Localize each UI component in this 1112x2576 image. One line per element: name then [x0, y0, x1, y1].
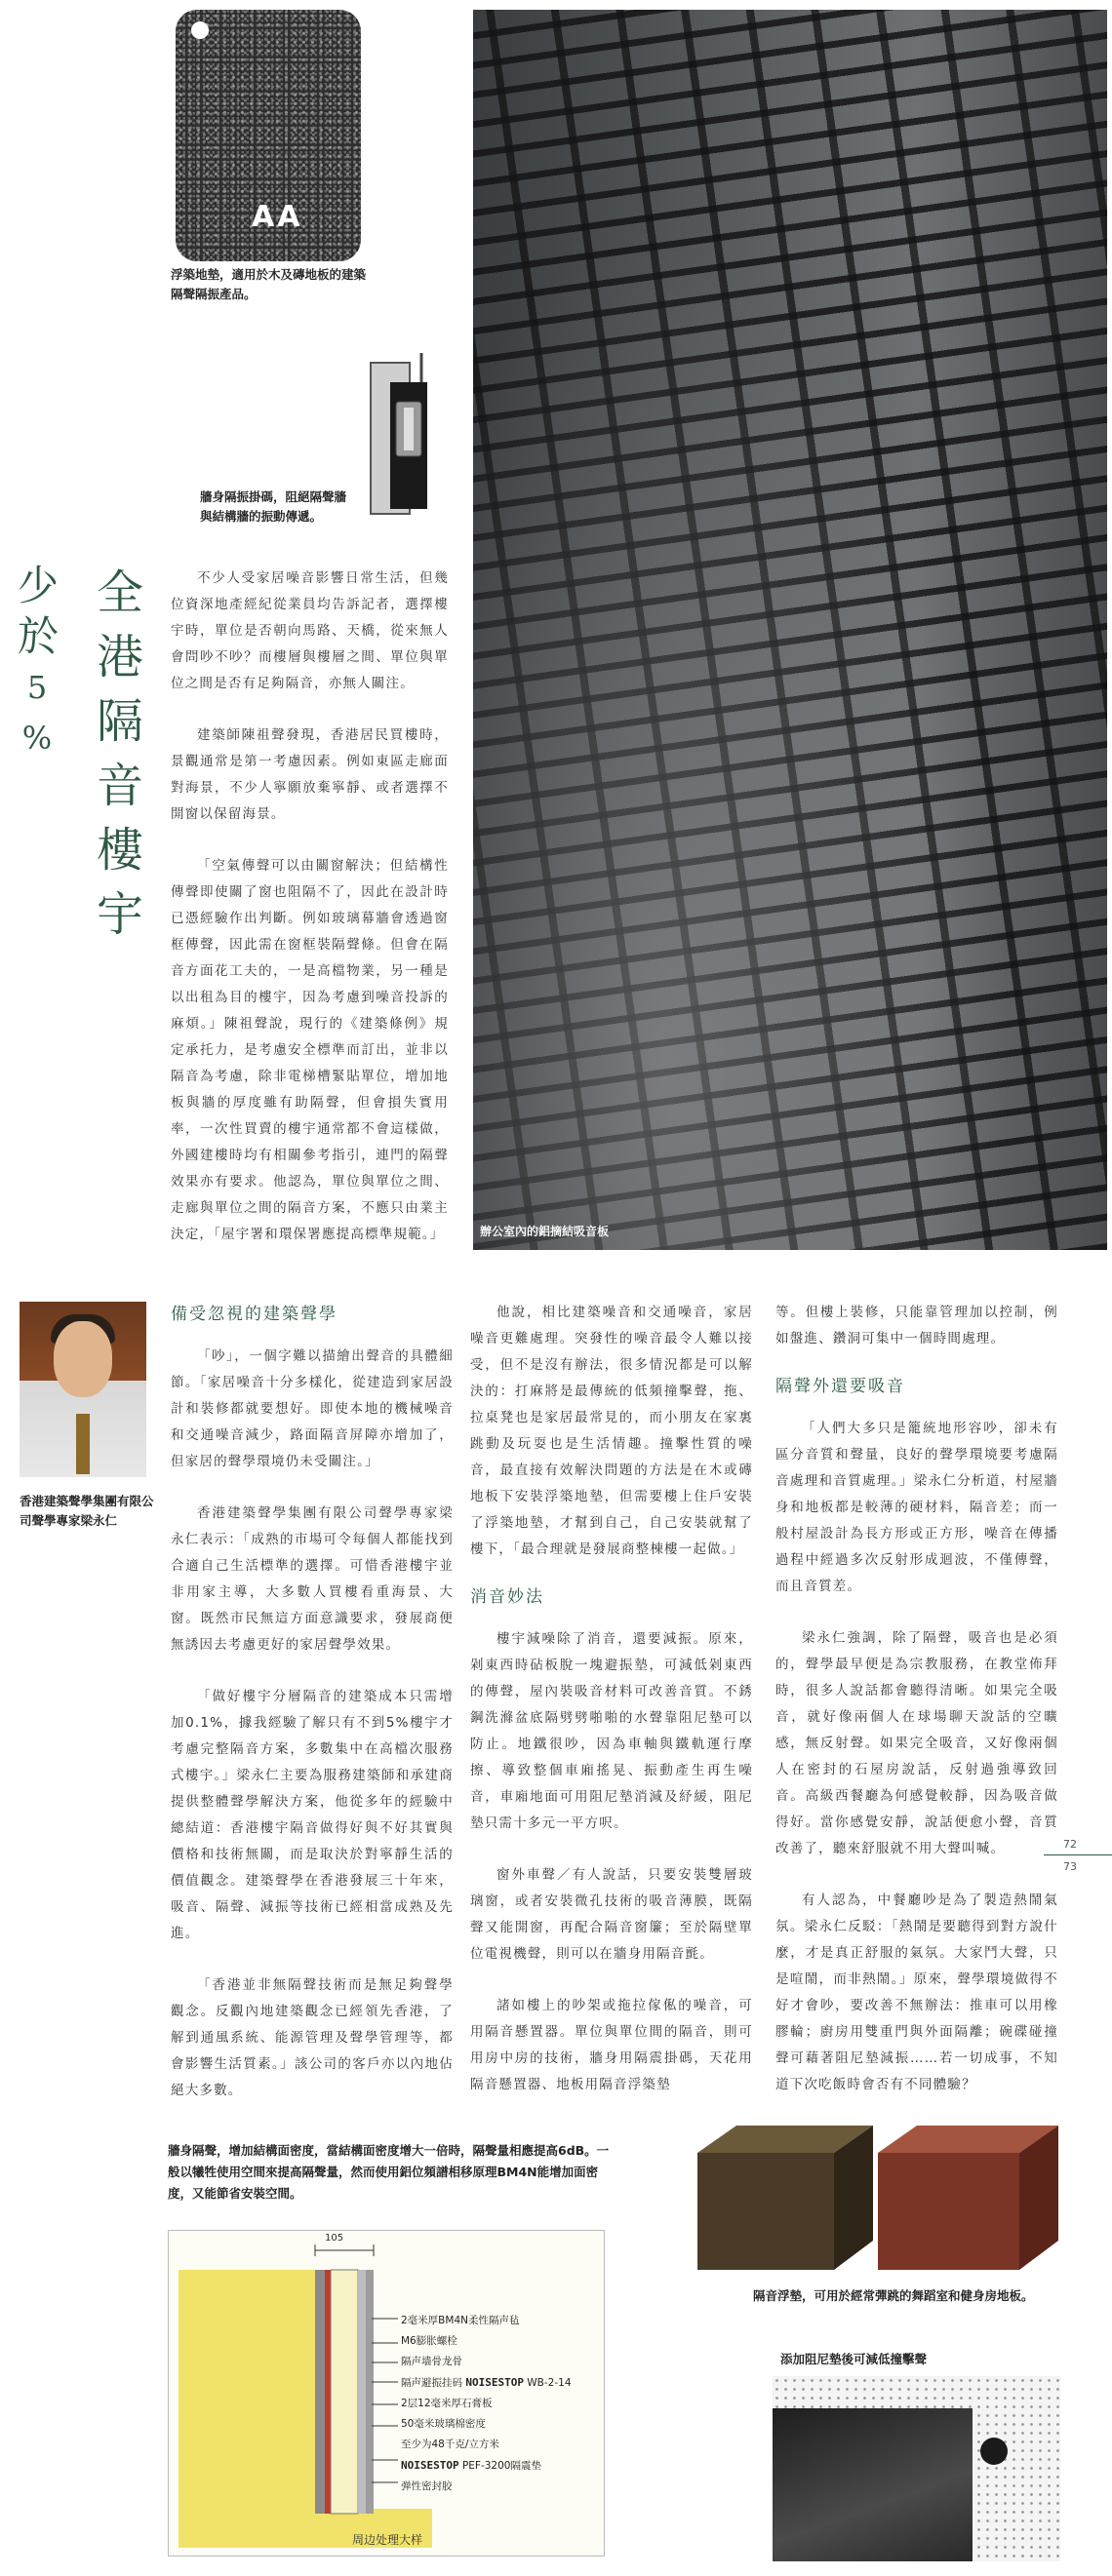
page-number-left: 72: [1063, 1838, 1077, 1851]
sample-hang-hole: [191, 21, 209, 39]
title-char: 樓: [96, 823, 143, 878]
diagram-label-row: [401, 2372, 601, 2394]
article-paragraph: 樓宇減噪除了消音，還要減振。原來，剁東西時砧板脫一塊避振墊，可減低剁東西的傳聲，屋內裝吸音材料可改善音質。不銹鋼洗滌盆底隔劈劈啪啪的水聲靠阻尼墊可以防止。地鐵很吵，因為車軸與鐵軌運行摩擦、導致整個車廂搖晃、振動產生再生噪音，車廂地面可用阻尼墊消減及紓緩，阻尼墊只需十多元一平方呎。: [470, 1631, 753, 1831]
section-heading: 隔聲外還要吸音: [775, 1377, 905, 1396]
acoustic-panel-photo: [473, 10, 1107, 1250]
article-paragraph: 諸如樓上的吵架或拖拉傢俬的噪音，可用隔音懸置器。單位與單位間的隔音，則可用房中房的技術，牆身用隔震掛碼，天花用隔音懸置器、地板用隔音浮築墊: [470, 1998, 753, 2092]
intro-column: [171, 566, 449, 1273]
article-paragraph: 香港建築聲學集團有限公司聲學專家梁永仁表示：「成熟的市場可令每個人都能找到合適自己生活標準的選擇。可惜香港樓宇並非用家主導，大多數人買樓看重海景、大窗。既然市民無這方面意識要求，發展商便無誘因去考慮更好的家居聲學效果。: [171, 1505, 454, 1653]
diagram-label: 2层12毫米厚石膏板: [401, 2398, 493, 2409]
article-paragraph: 窗外車聲／有人說話，只要安裝雙層玻璃窗，或者安裝微孔技術的吸音薄膜，既隔聲又能開窗，再配合隔音窗簾；至於隔壁單位電視機聲，則可以在牆身用隔音氈。: [470, 1867, 753, 1962]
diagram-label: M6膨胀螺栓: [401, 2335, 457, 2347]
intro-paragraph: 不少人受家居噪音影響日常生活，但幾位資深地產經紀從業員均告訴記者，選擇樓宇時，單位是否朝向馬路、天橋，從來無人會問吵不吵？而樓層與樓層之間、單位與單位之間是否有足夠隔音，亦無人關注。: [171, 570, 449, 691]
wall-construction-diagram: [168, 2230, 605, 2556]
portrait-face: [54, 1321, 112, 1397]
photo-caption: 辦公室內的鋁摘結吸音板: [480, 1225, 610, 1238]
diagram-label: 至少为48千克/立方米: [401, 2439, 499, 2450]
article-paragraph: 「吵」，一個字難以描繪出聲音的具體細節。「家居噪音十分多樣化，從建造到家居設計和裝修都就要想好。即使本地的機械噪音和交通噪音減少，路面隔音屏障亦增加了，但家居的聲學環境仍未受關注。」: [171, 1348, 454, 1469]
diagram-label: 隔声避振挂码: [401, 2377, 462, 2389]
subtitle-char: %: [21, 720, 53, 757]
diagram-label: PEF-3200隔震垫: [461, 2460, 541, 2472]
diagram-legend: [401, 2311, 601, 2497]
portrait-caption: 香港建築聲學集團有限公司聲學專家梁永仁: [20, 1494, 154, 1528]
section-heading: 備受忽視的建築聲學: [171, 1305, 338, 1324]
page-number-right: 73: [1063, 1860, 1077, 1873]
brand-logo: NOISESTOP: [465, 2376, 524, 2389]
isolation-pad-cubes-image: [688, 2114, 1068, 2275]
damping-knob: [980, 2438, 1008, 2465]
subtitle-char: 少: [18, 562, 60, 609]
article-paragraph: 等。但樓上裝修，只能靠管理加以控制，例如盤進、鑽洞可集中一個時間處理。: [775, 1305, 1058, 1347]
article-paragraph: 「香港並非無隔聲技術而是無足夠聲學觀念。反觀內地建築觀念已經領先香港，了解到通風系統、能源管理及聲學管理等，都會影響生活質素。」該公司的客戶亦以內地佔絕大多數。: [171, 1977, 454, 2098]
foam-caption: 浮築地墊，適用於木及磚地板的建築隔聲隔振產品。: [171, 267, 367, 301]
article-paragraph: 「做好樓宇分層隔音的建築成本只需增加0.1%，據我經驗了解只有不到5%樓宇才考慮完整隔音方案，多數集中在高檔次服務式樓宇。」梁永仁主要為服務建築師和承建商提供整體聲學解決方案，他從多年的經驗中總結道：香港樓宇隔音做得好與不好其實與價格和技術無關，而是取決於對寧靜生活的價值觀念。建築聲學在香港發展三十年來，吸音、隔聲、減振等技術已經相當成熟及先進。: [171, 1689, 454, 1941]
diagram-label: 隔声墙骨龙骨: [401, 2356, 462, 2367]
article-paragraph: 他說，相比建築噪音和交通噪音，家居噪音更難處理。突發性的噪音最令人難以接受，但不是沒有辦法，很多情況都是可以解決的：打麻將是最傳統的低頻撞擊聲，拖、拉桌凳也是家居最常見的，而小朋友在家裏跳動及玩耍也是生活情趣。撞擊性質的噪音，最直接有效解決問題的方法是在木或磚地板下安裝浮築地墊，但需要樓上住戶安裝了浮築地墊，才幫到自己，自己安裝就幫了樓下，「最合理就是發展商整棟樓一起做。」: [470, 1305, 753, 1557]
intro-paragraph: 「空氣傳聲可以由關窗解決；但結構性傳聲即使關了窗也阻隔不了，因此在設計時已憑經驗作出判斷。例如玻璃幕牆會透過窗框傳聲，因此需在窗框裝隔聲條。但會在隔音方面花工夫的，一是高檔物業，另一種是以出租為目的樓宇，因為考慮到噪音投訴的麻煩。」陳祖聲說，現行的《建築條例》規定承托力，是考慮安全標準而訂出，並非以隔音為考慮，除非電梯槽緊貼單位，增加地板與牆的厚度雖有助隔聲，但會損失實用率，一次性買賣的樓宇通常都不會這樣做，外國建樓時均有相關參考指引，連門的隔聲效果亦有要求。他認為，單位與單位之間、走廊與單位之間的隔音方案，不應只由業主決定，「屋宇署和環保署應提高標準規範。」: [171, 858, 449, 1242]
article-column-3: [775, 1300, 1058, 2124]
isolation-pad-caption: 隔音浮墊，可用於經常彈跳的舞蹈室和健身房地板。: [753, 2288, 1034, 2303]
title-char: 港: [96, 630, 143, 684]
title-char: 全: [96, 566, 143, 620]
title-char: 隔: [96, 694, 143, 749]
title-char: 音: [96, 759, 143, 813]
article-paragraph: 梁永仁強調，除了隔聲，吸音也是必須的，聲學最早便是為宗教服務，在教堂佈拜時，很多人說話都會聽得清晰。如果完全吸音，就好像兩個人在球場聊天說話的空曠感，無反射聲。如果完全吸音，又好像兩個人在密封的石屋房說話，反射過強導致回音。高級西餐廳為何感覺較靜，因為吸音做得好。當你感覺安靜，說話便愈小聲，音質改善了，聽來舒服就不用大聲叫喊。: [775, 1630, 1058, 1856]
article-column-1: [171, 1300, 454, 2129]
subtitle-char: 於: [18, 612, 60, 660]
hanger-caption: 牆身隔振掛碼，阻絕隔聲牆與結構牆的振動傳遞。: [200, 489, 347, 524]
subtitle-vertical: [18, 561, 60, 763]
article-paragraph: 有人認為，中餐廳吵是為了製造熱鬧氣氛。梁永仁反駁：「熱鬧是要聽得到對方說什麼，才是真正舒服的氣氛。大家鬥大聲，只是喧鬧，而非熱鬧。」原來，聲學環境做得不好才會吵，要改善不無辦法：推車可以用橡膠輪；廚房用雙重門與外面隔離；碗碟碰撞聲可藉著阻尼墊減振……若一切成事，不知道下次吃飯時會否有不同體驗？: [775, 1893, 1058, 2092]
vibration-isolation-hanger-image: [361, 343, 458, 519]
intro-paragraph: 建築師陳祖聲發現，香港居民買樓時，景觀通常是第一考慮因素。例如東區走廊面對海景，不少人寧願放棄寧靜、或者選擇不開窗以保留海景。: [171, 727, 449, 822]
subtitle-char: 5: [26, 669, 48, 706]
title-vertical: [93, 561, 147, 947]
diagram-footer: 周边处理大样: [351, 2533, 422, 2547]
diagram-label: 弹性密封胶: [401, 2480, 453, 2492]
article-column-2: [470, 1300, 753, 2124]
page-number-divider: [1044, 1854, 1112, 1855]
diagram-dimension: 105: [325, 2233, 344, 2244]
damping-caption: 添加阻尼墊後可減低撞擊聲: [780, 2352, 928, 2366]
portrait-tie: [76, 1414, 90, 1474]
article-paragraph: 「人們大多只是籠統地形容吵，卻未有區分音質和聲量，良好的聲學環境要考慮隔音處理和音質處理。」梁永仁分析道，村屋牆身和地板都是較薄的硬材料，隔音差；而一般村屋設計為長方形或正方形，噪音在傳播過程中經過多次反射形成迴波，不僅傳聲，而且音質差。: [775, 1421, 1058, 1594]
diagram-label-row: [401, 2455, 601, 2477]
section-heading: 消音妙法: [470, 1587, 544, 1607]
damping-mat: [773, 2408, 973, 2561]
diagram-code: WB-2-14: [527, 2377, 572, 2389]
sample-logo-mark: AA: [252, 200, 303, 234]
diagram-label: 50毫米玻璃棉密度: [401, 2418, 486, 2430]
wall-diagram-caption: 牆身隔聲，增加結構面密度，當結構面密度增大一倍時，隔聲量相應提高6dB。一般以犧牲使用空間來提高隔聲量，然而使用鋁位頻譜相移原理BM4N能增加面密度，又能節省安裝空間。: [168, 2143, 610, 2201]
diagram-label: 2毫米厚BM4N柔性隔声毡: [401, 2315, 520, 2326]
brand-logo: NOISESTOP: [401, 2459, 459, 2472]
title-char: 宇: [96, 887, 143, 942]
